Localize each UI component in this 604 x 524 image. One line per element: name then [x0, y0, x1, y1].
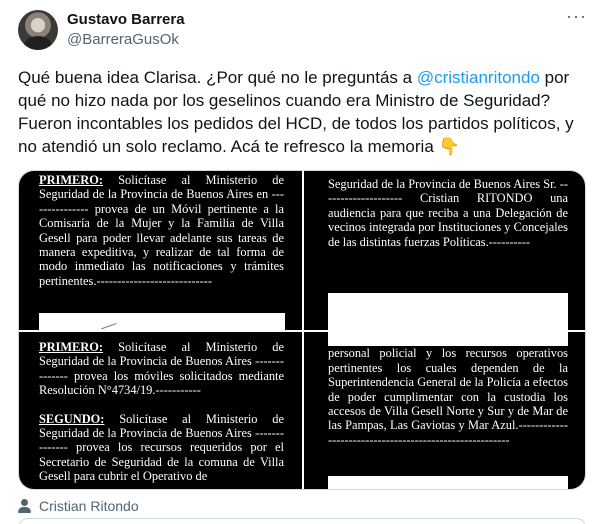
doc-label: SEGUNDO:: [39, 411, 105, 426]
signature-mark: [97, 313, 116, 330]
tweet-text: [18, 66, 586, 158]
document-text-3: [39, 340, 284, 484]
more-dots-icon[interactable]: ···: [566, 6, 587, 26]
doc-label: PRIMERO:: [39, 340, 104, 354]
media-grid: [18, 170, 586, 490]
document-text-2: [328, 177, 568, 249]
tweet-text-part1: Qué buena idea Clarisa. ¿Por qué no le preguntás a: [18, 68, 417, 87]
author-name[interactable]: Gustavo Barrera: [67, 11, 185, 28]
paper-strip: [328, 293, 568, 330]
doc-body: Solicítase al Ministerio de Seguridad de la Provincia de Buenos Aires en --------------- provea de un Móvil pertinente a la Comisaría de la Mujer y la Familia de Villa Gesell para poder llevar adelante sus tareas de manera expeditiva, y realizar de tal forma de modo inmediato las notificaciones y trámites pertinentes.----------------------------: [39, 173, 284, 288]
author-avatar[interactable]: [18, 10, 58, 50]
media-image-2[interactable]: [304, 171, 586, 330]
document-text-1: [39, 173, 284, 288]
doc-label: ARTICULO 4º: [328, 332, 414, 346]
mention-link[interactable]: @cristianritondo: [416, 68, 540, 87]
tagged-name[interactable]: Cristian Ritondo: [39, 498, 139, 514]
media-image-3[interactable]: [19, 332, 302, 490]
doc-body: Solicítase al Ministerio de Seguridad de la Provincia de Buenos Aires -------------- provea los recursos requeridos por el Secretario de Seguridad de la comuna de Villa Gesell para cubrir el Operativo de: [39, 411, 284, 484]
pointing-down-emoji: 👇: [438, 137, 460, 156]
paper-strip: [328, 476, 568, 490]
tagged-people[interactable]: [18, 496, 139, 516]
tweet-text-part2: por qué no hizo nada por los geselinos cuando era Ministro de Seguridad? Fueron incontables los pedidos del HCD, de todos los partidos políticos, y no atendió un solo reclamo. Acá te refresco la memoria: [18, 68, 574, 156]
author-handle[interactable]: @BarreraGusOk: [67, 31, 179, 48]
paper-strip: [39, 313, 285, 330]
media-image-4[interactable]: [304, 332, 586, 490]
doc-body: : Comuníquese, dése al del personal policial y los recursos operativos pertinentes los cuales dependen de la Superintendencia General de la Policía a efectos de poder cumplimentar con la custodia los accesos de Villa Gesell Norte y Sur y de Mar de las Pampas, Las Gaviotas y Mar Azul.--------------------------------------------------------: [328, 332, 569, 447]
doc-body: Solicítase al Ministerio de Seguridad de la Provincia de Buenos Aires -------------- provea los móviles solicitados mediante Resolución N°4734/19.-----------: [39, 340, 284, 398]
media-image-1[interactable]: [19, 171, 302, 330]
person-icon: [18, 499, 31, 513]
doc-label: PRIMERO:: [39, 173, 104, 187]
doc-body: Seguridad de la Provincia de Buenos Aires Sr. -------------------- Cristian RITONDO una audiencia para que reciba a una Delegación de vecinos integrada por Instituciones y Concejales de las distintas fuerzas Políticas.----------: [328, 177, 568, 249]
document-text-4: [328, 332, 568, 447]
next-card-edge: [18, 518, 586, 524]
